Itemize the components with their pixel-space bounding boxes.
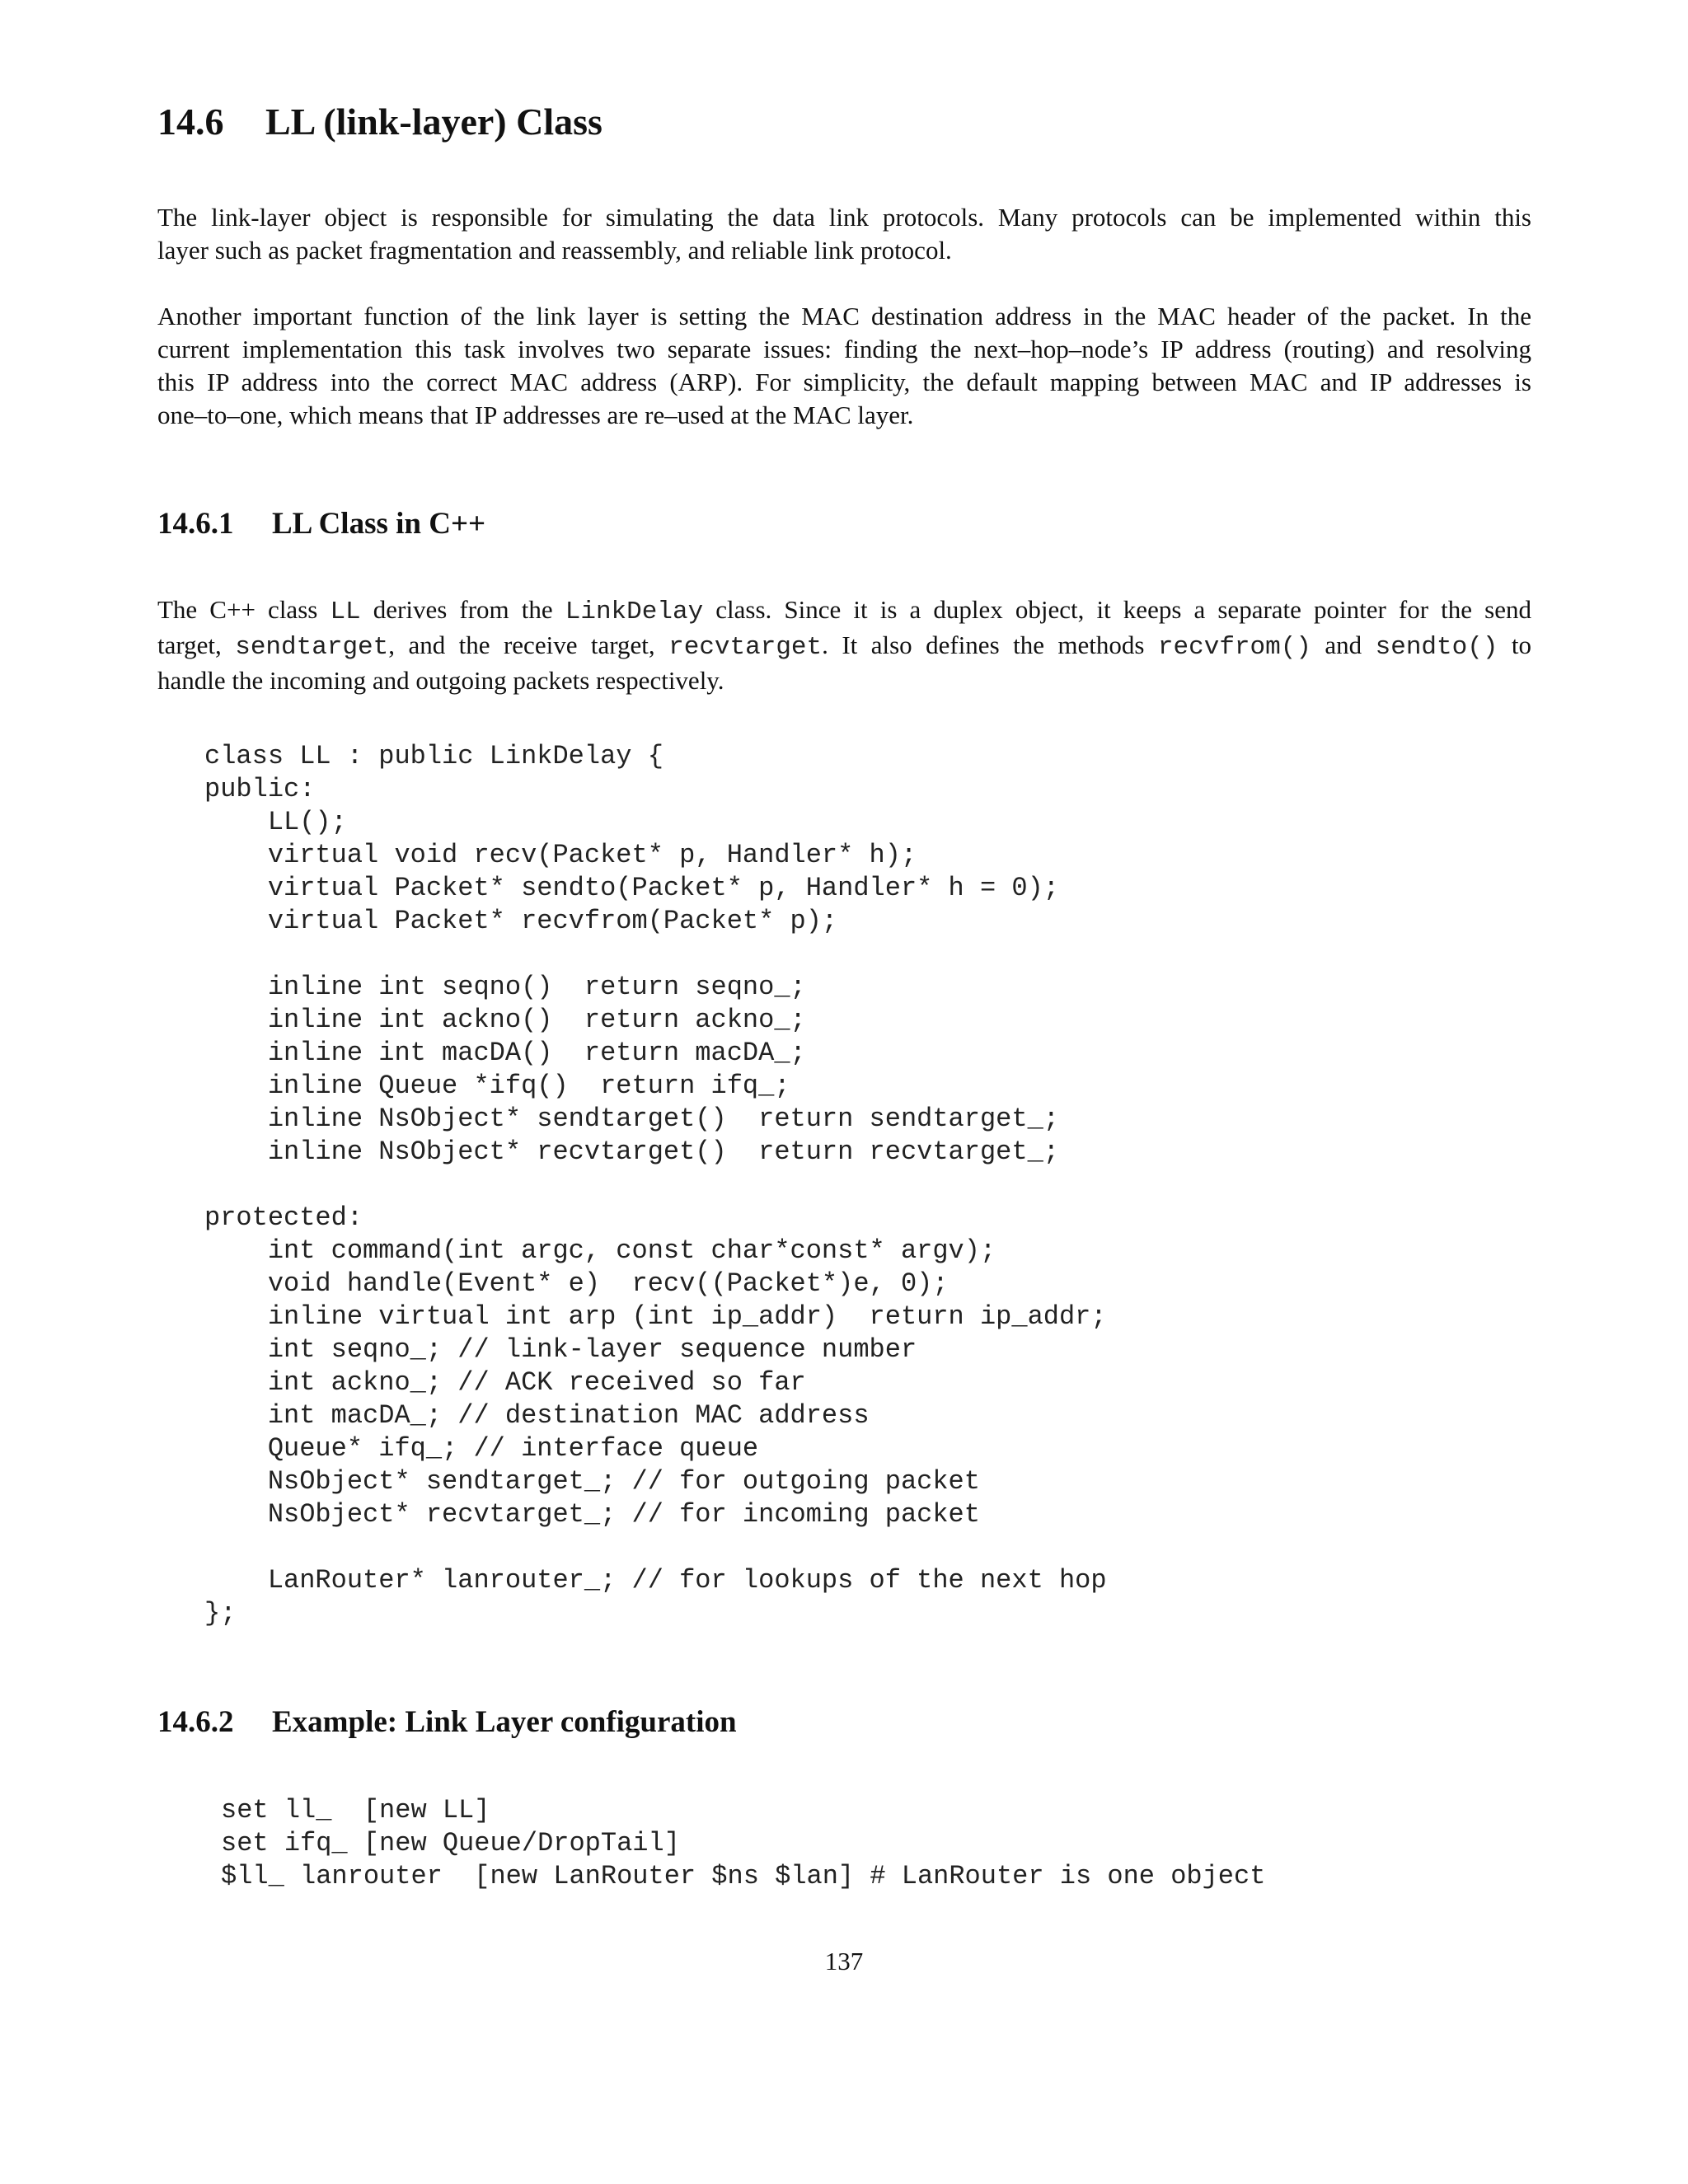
text-line: this IP address into the correct MAC address (ARP). For simplicity, the default mapping between MAC and IP addresses is [157, 368, 1531, 396]
section-heading [157, 97, 603, 147]
ll-class-code-listing: class LL : public LinkDelay { public: LL(); virtual void recv(Packet* p, Handler* h); virtual Packet* sendto(Packet* p, Handler* h = 0); virtual Packet* recvfrom(Packet* p); inline int seqno() return seqno_; inline int ackno() return ackno_; inline int macDA() return macDA_; inline Queue *ifq() return ifq_; inline NsObject* sendtarget() return sendtarget_; inline NsObject* recvtarget() return recvtarget_; protected: int command(int argc, const char*const* argv); void handle(Event* e) recv((Packet*)e, 0); inline virtual int arp (int ip_addr) return ip_addr; int seqno_; // link-layer sequence number int ackno_; // ACK received so far int macDA_; // destination MAC address Queue* ifq_; // interface queue NsObject* sendtarget_; // for outgoing packet NsObject* recvtarget_; // for incoming packet LanRouter* lanrouter_; // for lookups of the next hop }; [204, 741, 1107, 1629]
subsection-heading [157, 1703, 737, 1742]
inline-code: recvfrom() [1157, 633, 1311, 662]
text-run: . It also defines the methods [822, 630, 1158, 659]
text-line [157, 593, 1531, 629]
inline-code: LL [330, 598, 361, 626]
subsection-title: Example: Link Layer configuration [272, 1705, 737, 1739]
text-line: layer such as packet fragmentation and reassembly, and reliable link protocol. [157, 236, 952, 265]
subsection-heading [157, 504, 485, 544]
class-description-paragraph [157, 593, 1531, 697]
text-run: target, [157, 630, 236, 659]
text-line [157, 629, 1531, 664]
link-layer-config-code: set ll_ [new LL] set ifq_ [new Queue/DropTail] $ll_ lanrouter [new LanRouter $ns $lan] # LanRouter is one object [221, 1795, 1266, 1891]
section-title: LL (link-layer) Class [265, 101, 603, 143]
text-run: class. Since it is a duplex object, it keeps a separate pointer for the send [703, 595, 1531, 624]
intro-paragraph-1 [157, 201, 1531, 267]
text-run: derives from the [360, 595, 565, 624]
inline-code: LinkDelay [565, 598, 704, 626]
text-line: current implementation this task involves two separate issues: finding the next–hop–node’s IP address (routing) and resolving [157, 335, 1531, 363]
subsection-title: LL Class in C++ [272, 507, 486, 541]
text-run: The C++ class [157, 595, 331, 624]
text-line: The link-layer object is responsible for simulating the data link protocols. Many protocols can be implemented within this [157, 203, 1531, 232]
section-number: 14.6 [157, 101, 224, 143]
intro-paragraph-2 [157, 300, 1531, 432]
page-number: 137 [824, 1947, 864, 1975]
inline-code: recvtarget [668, 633, 823, 662]
subsection-number: 14.6.1 [157, 507, 234, 541]
subsection-number: 14.6.2 [157, 1705, 234, 1739]
text-run: to [1498, 630, 1531, 659]
text-line: handle the incoming and outgoing packets respectively. [157, 666, 724, 695]
text-run: , and the receive target, [388, 630, 669, 659]
inline-code: sendto() [1375, 633, 1498, 662]
text-line: one–to–one, which means that IP addresses are re–used at the MAC layer. [157, 401, 914, 429]
text-line: Another important function of the link layer is setting the MAC destination address in the MAC header of the packet. In the [157, 302, 1531, 330]
text-run: and [1311, 630, 1376, 659]
inline-code: sendtarget [235, 633, 389, 662]
